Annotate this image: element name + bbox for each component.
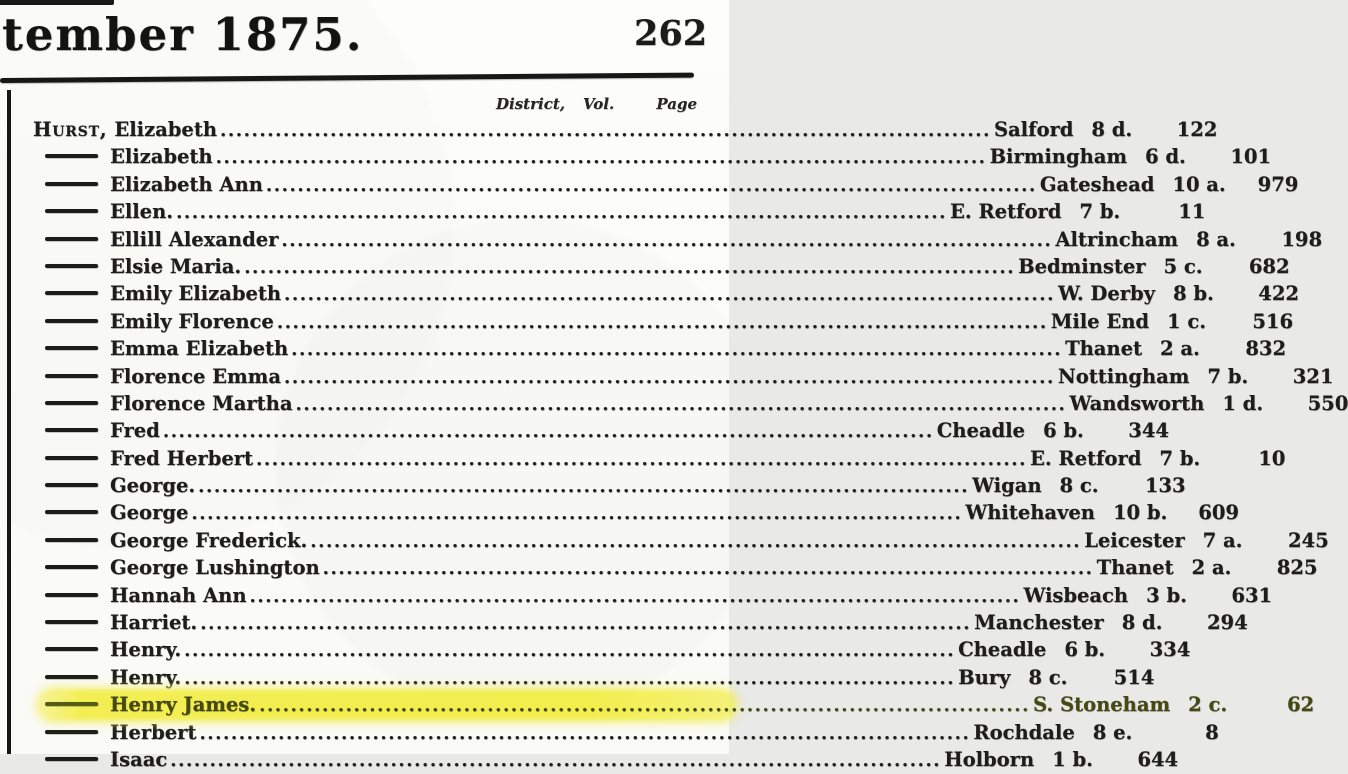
entry-given-name: Emily Elizabeth [110, 282, 282, 306]
continuation-dash [33, 308, 110, 335]
ditto-dash-icon [45, 456, 98, 460]
entry-page: 609 [1198, 501, 1239, 525]
entry-volume: 3 b. [1146, 583, 1187, 607]
leader-dots [291, 336, 1062, 363]
continuation-dash [33, 527, 110, 554]
leader-dots [176, 199, 947, 226]
continuation-dash [33, 143, 110, 170]
ditto-dash-icon [45, 209, 98, 213]
table-row [11, 280, 1299, 307]
entry-page: 832 [1245, 337, 1287, 361]
leader-dots [220, 117, 991, 144]
entry-district: Manchester [974, 611, 1104, 635]
leader-dots [284, 281, 1055, 308]
leader-dots [266, 172, 1037, 199]
entry-volume: 1 c. [1167, 309, 1207, 333]
table-row [11, 198, 1206, 225]
entry-given-name: Isaac [110, 747, 168, 771]
entry-volume: 1 d. [1222, 391, 1264, 415]
entry-district: Birmingham [989, 145, 1128, 169]
page-number: 262 [634, 13, 708, 54]
ditto-dash-icon [45, 264, 98, 268]
ditto-dash-icon [45, 675, 98, 679]
entry-given-name: Florence Martha [110, 391, 293, 415]
entry-volume: 2 a. [1160, 337, 1200, 361]
ditto-dash-icon [45, 237, 98, 241]
leader-dots [277, 309, 1048, 336]
entry-volume: 5 c. [1163, 254, 1203, 278]
continuation-dash [33, 390, 110, 417]
entry-page: 422 [1258, 282, 1299, 306]
entry-volume: 8 c. [1028, 665, 1068, 689]
leader-dots [191, 500, 962, 527]
entry-given-name: Herbert [110, 720, 197, 744]
entry-district: Mile End [1050, 309, 1150, 333]
continuation-dash [33, 226, 110, 253]
table-row [11, 472, 1186, 499]
entry-page: 133 [1144, 474, 1186, 498]
entry-volume: 10 a. [1172, 172, 1226, 196]
continuation-dash [33, 691, 110, 718]
entry-district: Leicester [1084, 528, 1185, 552]
table-body [11, 116, 1348, 773]
continuation-dash [33, 335, 110, 362]
leader-dots [296, 391, 1067, 418]
leader-dots [200, 610, 971, 637]
entry-district: Bury [958, 665, 1011, 689]
index-table [11, 95, 1348, 773]
entry-volume: 2 a. [1191, 556, 1232, 580]
entry-page: 334 [1149, 638, 1191, 662]
entry-district: Wandsworth [1069, 391, 1205, 415]
entry-page: 10 [1258, 446, 1286, 470]
continuation-dash [33, 582, 110, 609]
table-row [11, 226, 1323, 253]
leader-dots [184, 665, 955, 692]
entry-volume: 7 a. [1202, 528, 1243, 552]
entry-district: Salford [993, 118, 1074, 141]
entry-volume: 6 b. [1042, 419, 1084, 443]
table-row [11, 554, 1318, 581]
entry-volume: 8 d. [1091, 118, 1133, 141]
ditto-dash-icon [45, 757, 98, 761]
entry-page: 825 [1276, 556, 1318, 580]
column-header-district: District, [496, 95, 565, 113]
table-row [11, 171, 1299, 198]
entry-page: 62 [1286, 693, 1315, 717]
entry-page: 101 [1230, 145, 1272, 169]
entry-given-name: Elizabeth Ann [110, 172, 263, 196]
ditto-dash-icon [45, 510, 98, 514]
entry-volume: 8 a. [1196, 227, 1236, 251]
ditto-dash-icon [45, 319, 98, 323]
ditto-dash-icon [45, 702, 98, 706]
entry-district: Wigan [972, 474, 1042, 498]
entry-page: 294 [1206, 611, 1248, 635]
entry-given-name: George Frederick. [110, 528, 308, 552]
table-row [11, 143, 1272, 170]
table-row-highlighted [11, 691, 1315, 718]
leader-dots [198, 473, 969, 500]
entry-given-name: Fred Herbert [110, 446, 254, 470]
table-row [11, 664, 1155, 691]
entry-district: Nottingham [1057, 364, 1190, 388]
entry-page: 979 [1257, 172, 1299, 196]
entry-volume: 7 b. [1079, 200, 1121, 224]
entry-given-name: Emily Florence [110, 309, 274, 333]
leader-dots [170, 747, 941, 774]
continuation-dash [33, 280, 110, 307]
ditto-dash-icon [45, 346, 98, 350]
entry-volume: 8 e. [1092, 720, 1133, 744]
entry-volume: 7 b. [1159, 446, 1201, 470]
entry-district: E. Retford [950, 200, 1062, 224]
entry-volume: 6 b. [1064, 638, 1106, 662]
continuation-dash [33, 746, 110, 773]
continuation-dash [33, 171, 110, 198]
leader-dots [310, 528, 1081, 555]
entry-page: 245 [1287, 528, 1329, 552]
leader-dots [216, 144, 987, 171]
entry-given-name: George [110, 501, 189, 525]
ditto-dash-icon [45, 620, 98, 624]
leader-dots [281, 227, 1052, 254]
ditto-dash-icon [45, 565, 98, 569]
entry-given-name: Henry James. [110, 693, 257, 717]
table-header-row [11, 95, 729, 116]
entry-district: Cheadle [958, 638, 1047, 662]
entry-given-name: Elizabeth [114, 118, 218, 141]
entry-district: Thanet [1096, 556, 1174, 580]
table-row [11, 253, 1290, 280]
leader-dots [199, 720, 970, 747]
entry-given-name: Ellill Alexander [110, 227, 279, 251]
entry-district: Altrincham [1055, 227, 1179, 251]
entry-surname: Hurst, [33, 118, 108, 141]
entry-page: 550 [1307, 391, 1348, 415]
entry-page: 631 [1231, 583, 1273, 607]
entry-district: Cheadle [936, 419, 1025, 443]
entry-page: 514 [1113, 665, 1155, 689]
leader-dots [244, 254, 1015, 281]
scan-artifact-bar [0, 0, 114, 5]
entry-district: S. Stoneham [1033, 693, 1171, 717]
continuation-dash [33, 445, 110, 472]
entry-given-name: Hannah Ann [110, 583, 247, 607]
entry-given-name: George. [110, 474, 196, 498]
entry-volume: 6 d. [1145, 145, 1186, 169]
ditto-dash-icon [45, 730, 98, 734]
entry-district: Bedminster [1018, 254, 1146, 278]
entry-given-name: Elsie Maria. [110, 254, 242, 278]
entry-given-name: Harriet. [110, 611, 198, 635]
entry-given-name: Elizabeth [110, 145, 213, 169]
entry-given-name: Florence Emma [110, 364, 281, 388]
leader-dots [184, 637, 955, 664]
ditto-dash-icon [45, 483, 98, 487]
table-row [11, 609, 1248, 636]
entry-page: 516 [1252, 309, 1294, 333]
entry-volume: 2 c. [1188, 693, 1228, 717]
entry-volume: 10 b. [1112, 501, 1168, 525]
entry-page: 198 [1281, 227, 1323, 251]
continuation-dash [33, 417, 110, 444]
table-row [11, 499, 1239, 526]
continuation-dash [33, 472, 110, 499]
entry-page: 8 [1205, 720, 1219, 744]
continuation-dash [33, 664, 110, 691]
entry-given-name: Ellen. [110, 200, 174, 224]
ditto-dash-icon [45, 154, 98, 158]
continuation-dash [33, 719, 110, 746]
entry-volume: 7 b. [1207, 364, 1249, 388]
leader-dots [284, 364, 1055, 391]
continuation-dash [33, 499, 110, 526]
ditto-dash-icon [45, 647, 98, 651]
entry-page: 11 [1178, 200, 1206, 224]
entry-district: Whitehaven [965, 501, 1095, 525]
table-row [11, 636, 1191, 663]
continuation-dash [33, 609, 110, 636]
entry-district: Wisbeach [1023, 583, 1129, 607]
page-title: tember 1875. [2, 8, 364, 61]
leader-dots [259, 692, 1030, 719]
entry-page: 344 [1128, 419, 1169, 443]
entry-given-name: George Lushington [110, 556, 320, 580]
entry-district: Gateshead [1039, 172, 1155, 196]
continuation-dash [33, 198, 110, 225]
table-row [11, 746, 1179, 773]
leader-dots [163, 418, 934, 445]
table-row [11, 308, 1294, 335]
entry-given-name: Emma Elizabeth [110, 337, 289, 361]
ditto-dash-icon [45, 182, 98, 186]
leader-dots [323, 555, 1094, 582]
entry-district: Thanet [1065, 337, 1143, 361]
entry-volume: 8 b. [1172, 282, 1214, 306]
table-row [11, 363, 1334, 390]
table-row [11, 582, 1273, 609]
table-row [11, 445, 1286, 472]
ditto-dash-icon [45, 291, 98, 295]
table-row [11, 719, 1219, 746]
entry-given-name: Fred [110, 419, 160, 443]
entry-volume: 8 d. [1121, 611, 1163, 635]
entry-district: W. Derby [1057, 282, 1155, 306]
entry-page: 682 [1248, 254, 1290, 278]
continuation-dash [33, 253, 110, 280]
ditto-dash-icon [45, 401, 98, 405]
entry-volume: 1 b. [1052, 747, 1093, 771]
entry-district: E. Retford [1029, 446, 1142, 470]
entry-volume: 8 c. [1059, 474, 1099, 498]
ditto-dash-icon [45, 593, 98, 597]
entry-given-name: Henry. [110, 665, 182, 689]
ditto-dash-icon [45, 428, 98, 432]
entry-page: 644 [1137, 747, 1179, 771]
leader-dots [250, 583, 1021, 610]
continuation-dash [33, 636, 110, 663]
continuation-dash [33, 363, 110, 390]
header-rule [0, 73, 694, 83]
table-row [11, 390, 1348, 417]
entry-page: 122 [1176, 118, 1218, 141]
column-header-vol: Vol. [583, 95, 615, 113]
column-header-page: Page [656, 95, 697, 113]
entry-given-name: Henry. [110, 638, 182, 662]
entry-page: 321 [1292, 364, 1334, 388]
table-row [11, 527, 1329, 554]
continuation-dash [33, 554, 110, 581]
table-row [11, 417, 1169, 444]
ditto-dash-icon [45, 538, 98, 542]
table-row [11, 335, 1287, 362]
table-row [11, 116, 1218, 143]
ditto-dash-icon [45, 374, 98, 378]
entry-district: Rochdale [973, 720, 1075, 744]
entry-district: Holborn [944, 747, 1035, 771]
leader-dots [256, 446, 1027, 473]
